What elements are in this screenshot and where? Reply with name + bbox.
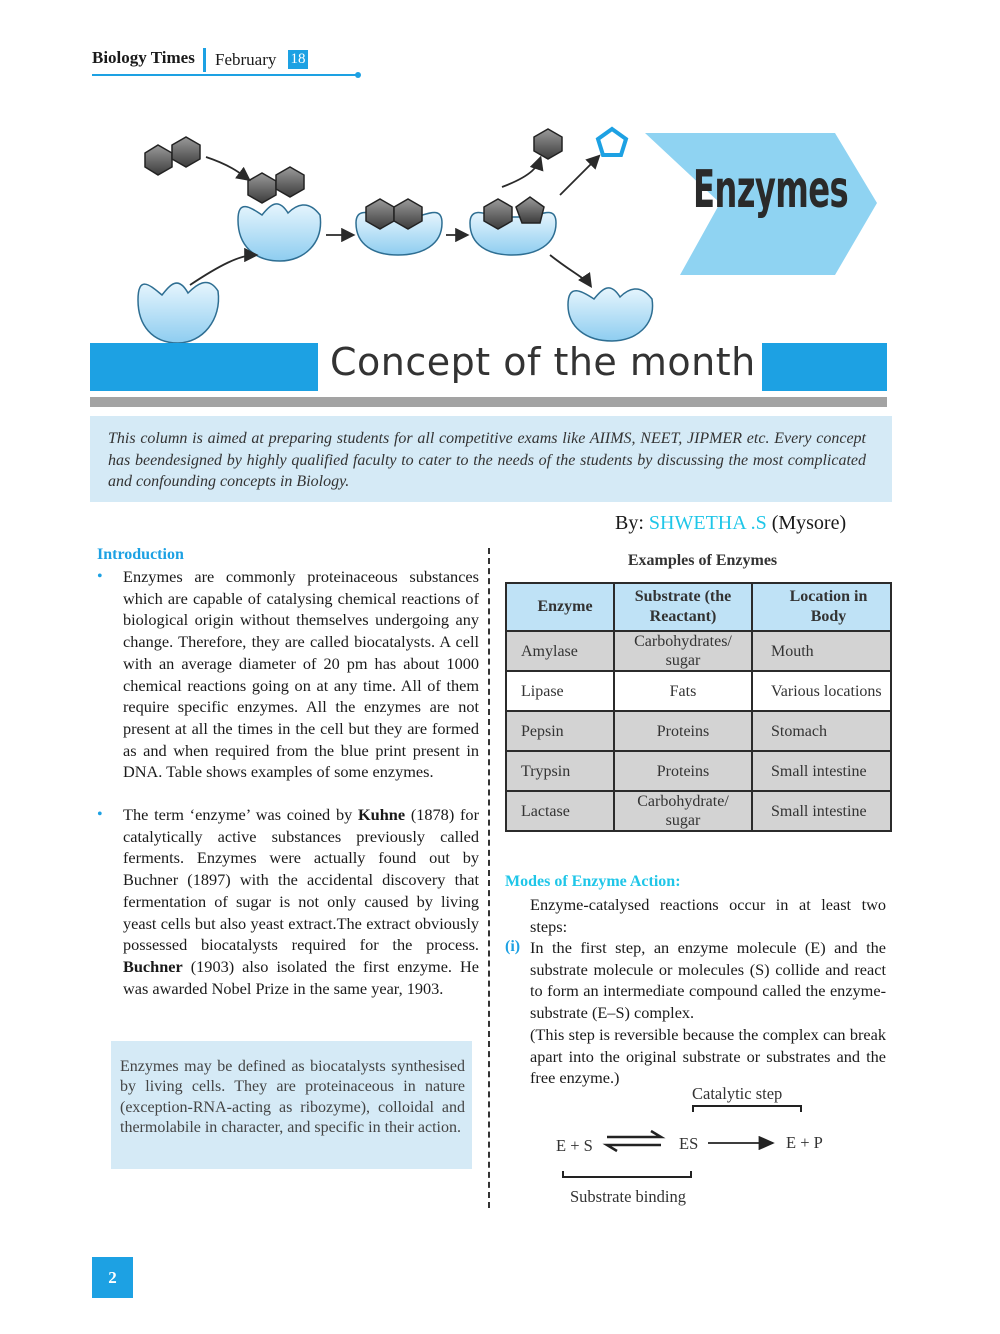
table-row <box>506 711 891 751</box>
table-cell: Proteins <box>614 751 752 791</box>
buchner-name: Buchner <box>123 956 183 976</box>
table-cell: Trypsin <box>506 751 614 791</box>
catalytic-step-label: Catalytic step <box>692 1084 783 1103</box>
issue-year-badge: 18 <box>288 50 308 69</box>
kuhne-name: Kuhne <box>358 805 406 824</box>
substrate-molecule-1 <box>145 137 200 175</box>
page-number: 2 <box>92 1257 133 1298</box>
table-row <box>506 791 891 831</box>
byline-place: (Mysore) <box>771 512 847 534</box>
table-cell: Carbohydrates/ sugar <box>614 631 752 671</box>
table-row <box>506 631 891 671</box>
header-divider <box>203 48 206 72</box>
table-cell: Lactase <box>506 791 614 831</box>
byline-author: SHWETHA .S <box>648 512 767 534</box>
product-molecule-hexagon <box>534 129 562 159</box>
introduction-paragraph-1: Enzymes are commonly proteinaceous substances which are capable of catalysing chemical reactions of biological origin without themselves undergoing any change. Therefore, they are called biocatalysts. A cell with an average diameter of 20 pm has about 1000 chemical reactions going on at any time. All of them require specific enzymes. All the enzymes are not present at all the times in the cell but they are formed as and when required from the blue print present in DNA. Table shows examples of some enzymes. <box>123 567 479 782</box>
enzyme-action-illustration <box>90 95 890 345</box>
substrate-binding-label: Substrate binding <box>570 1187 686 1206</box>
flow-arrow-6 <box>560 157 598 195</box>
reverse-equilibrium-arrow <box>607 1145 661 1151</box>
reactants-label: E + S <box>556 1136 593 1155</box>
products-label: E + P <box>786 1133 823 1152</box>
byline-prefix: By: <box>615 512 644 534</box>
product-molecule-pentagon <box>598 129 626 155</box>
enzymes-logo-word: Enzymes <box>693 160 849 220</box>
header-rule <box>92 74 358 76</box>
complex-label: ES <box>679 1134 699 1153</box>
section-title: Concept of the month <box>330 340 756 384</box>
enzyme-shape-1 <box>138 282 219 343</box>
substrate-binding-bracket <box>563 1171 691 1177</box>
table-caption: Examples of Enzymes <box>627 552 778 569</box>
table-cell: Stomach <box>752 711 891 751</box>
step-text: In the first step, an enzyme molecule (E) and the substrate molecule or molecules (S) collide and react to form an intermediate compound called the enzyme-substrate (E–S) complex. <box>530 938 886 1023</box>
bullet-marker: • <box>97 806 103 823</box>
table-cell: Pepsin <box>506 711 614 751</box>
modes-heading: Modes of Enzyme Action: <box>505 873 681 890</box>
column-header: Location in Body <box>752 583 891 631</box>
table-cell: Amylase <box>506 631 614 671</box>
table-cell: Proteins <box>614 711 752 751</box>
banner-right-bar <box>762 343 887 391</box>
substrate-molecule-2 <box>248 167 304 203</box>
introduction-heading: Introduction <box>97 546 184 563</box>
flow-arrow-1 <box>206 157 248 179</box>
banner-left-bar <box>90 343 318 391</box>
magazine-title: Biology Times <box>92 48 195 67</box>
column-header: Substrate (the Reactant) <box>614 583 752 631</box>
flow-arrow-2 <box>190 255 255 285</box>
definition-text: Enzymes may be defined as biocatalysts synthesised by living cells. They are proteinaceous in nature (exception-RNA-acting as ribozyme), colloidal and thermolabile in character, and specific in their action. <box>120 1058 465 1136</box>
table-cell: Small intestine <box>752 791 891 831</box>
catalytic-step-bracket <box>693 1106 801 1112</box>
enzyme-shape-4 <box>470 213 556 256</box>
table-row <box>506 751 891 791</box>
table-cell: Small intestine <box>752 751 891 791</box>
intro-box-text: This column is aimed at preparing students for all competitive exams like AIIMS, NEET, JIPMER etc. Every concept has beendesigned by highly qualified faculty to cater to the needs of the students by discussing the most complicated and confounding concepts in Biology. <box>108 430 866 490</box>
table-header-row <box>506 583 891 631</box>
step-note: (This step is reversible because the complex can break apart into the original substrate or substrates and the free enzyme.) <box>530 1025 886 1088</box>
issue-month: February <box>215 50 277 69</box>
flow-arrow-5 <box>502 159 540 187</box>
introduction-paragraph-2: The term ‘enzyme’ was coined by Kuhne (1878) for catalytically active substances previously called ferments. Enzymes were actually found out by Buchner (1897) with the accidental discovery that fermentation of sugar is not only caused by living yeast cells but also yeast extract.The extract obviously possessed biocatalysts required for the process. Buchner (1903) also isolated the first enzyme. He was awarded Nobel Prize in the same year, 1903. <box>123 805 479 998</box>
flow-arrow-7 <box>550 255 590 285</box>
table-cell: Fats <box>614 671 752 711</box>
table-cell: Carbohydrate/ sugar <box>614 791 752 831</box>
column-divider <box>488 548 490 1208</box>
table-cell: Mouth <box>752 631 891 671</box>
banner-gray-rule <box>90 397 887 407</box>
modes-intro: Enzyme-catalysed reactions occur in at least two steps: <box>530 895 886 936</box>
enzyme-shape-2 <box>238 204 321 261</box>
column-header: Enzyme <box>506 583 614 631</box>
table-cell: Various locations <box>752 671 891 711</box>
table-cell: Lipase <box>506 671 614 711</box>
byline <box>615 512 846 535</box>
enzyme-shape-5 <box>568 288 653 341</box>
table-row <box>506 671 891 711</box>
step-number: (i) <box>505 938 521 955</box>
enzyme-examples-table <box>505 582 892 832</box>
bullet-marker: • <box>97 568 103 585</box>
forward-equilibrium-arrow <box>607 1131 661 1137</box>
header-rule-dot <box>355 72 361 78</box>
